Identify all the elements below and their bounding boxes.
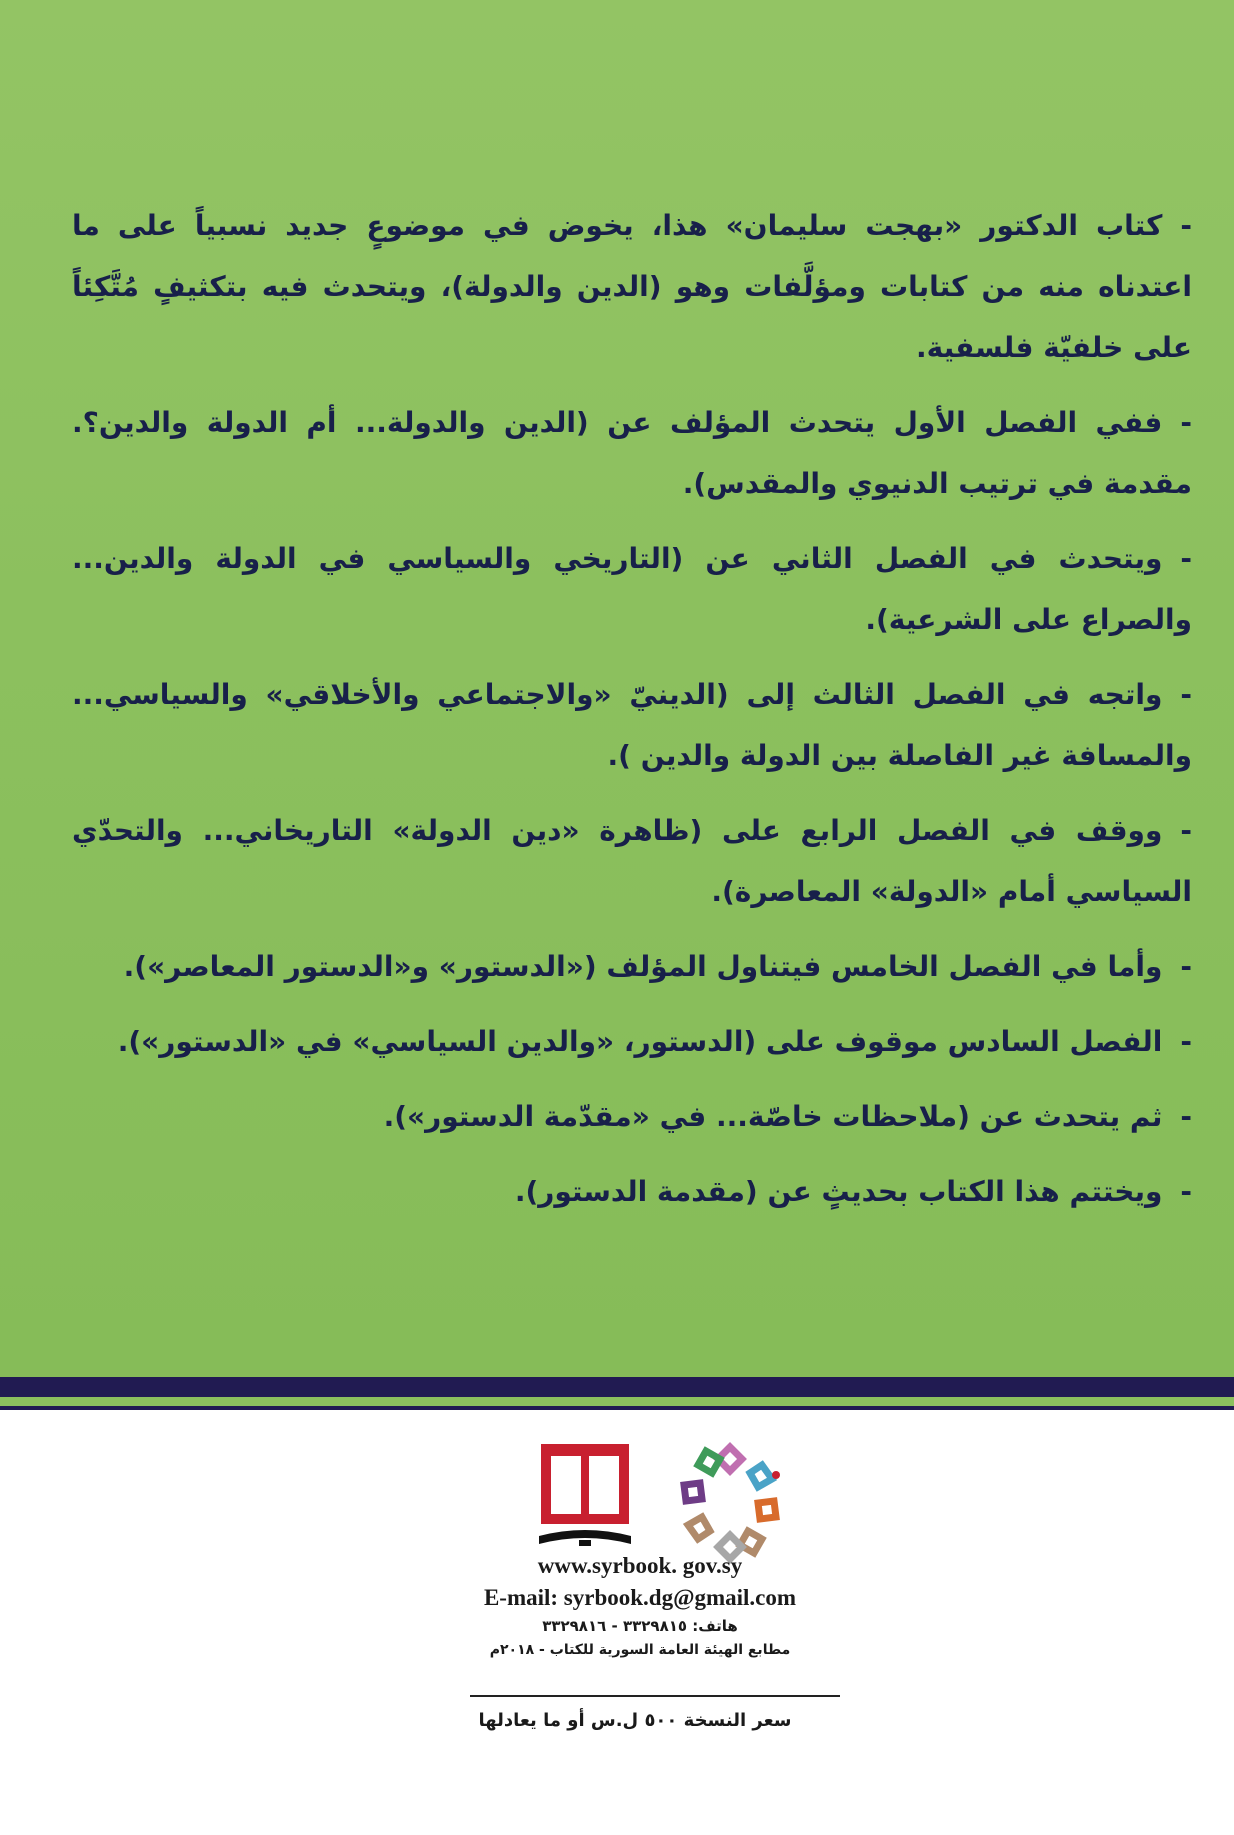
blurb-paragraph-3: -ويتحدث في الفصل الثاني عن (التاريخي والسياسي في الدولة والدين... والصراع على الشرعية).: [72, 542, 1192, 636]
printer-line: مطابع الهيئة العامة السورية للكتاب - ٢٠١٨م: [489, 1642, 791, 1658]
blurb-paragraph-7: -الفصل السادس موقوف على (الدستور، «والدين السياسي» في «الدستور»).: [117, 1025, 1192, 1058]
blurb-paragraph-1: -كتاب الدكتور «بهجت سليمان» هذا، يخوض في موضوعٍ جديد نسبياً على ما اعتدناه منه من كتابات ومؤلَّفات وهو (الدين والدولة)، ويتحدث فيه بتكثيفٍ مُتَّكِئاً على خلفيّة فلسفية.: [72, 209, 1192, 364]
blurb-paragraph-6: -وأما في الفصل الخامس فيتناول المؤلف («الدستور» و«الدستور المعاصر»).: [123, 950, 1192, 983]
blurb-paragraph-2: -ففي الفصل الأول يتحدث المؤلف عن (الدين والدولة... أم الدولة والدين؟. مقدمة في ترتيب الدنيوي والمقدس).: [72, 406, 1192, 500]
phone-line: هاتف: ٣٣٢٩٨١٥ - ٣٣٢٩٨١٦: [542, 1617, 738, 1635]
open-book-logo-icon: [535, 1440, 635, 1560]
blurb-paragraph-9: -ويختتم هذا الكتاب بحديثٍ عن (مقدمة الدستور).: [514, 1175, 1192, 1208]
blurb-paragraph-8: -ثم يتحدث عن (ملاحظات خاصّة... في «مقدّمة الدستور»).: [383, 1100, 1192, 1133]
email-link[interactable]: E-mail: syrbook.dg@gmail.com: [483, 1585, 797, 1610]
website-link[interactable]: www.syrbook. gov.sy: [537, 1553, 743, 1578]
green-rule: [0, 1397, 1234, 1406]
footer-divider: [470, 1695, 840, 1697]
navy-rule: [0, 1377, 1234, 1397]
blurb-paragraph-4: -واتجه في الفصل الثالث إلى (الدينيّ «والاجتماعي والأخلاقي» والسياسي... والمسافة غير الفاصلة بين الدولة والدين ).: [72, 678, 1192, 772]
blurb-text: [72, 195, 1192, 1236]
blurb-paragraph-5: -ووقف في الفصل الرابع على (ظاهرة «دين الدولة» التاريخاني... والتحدّي السياسي أمام «الدولة» المعاصرة).: [72, 814, 1192, 908]
footer: [0, 1410, 1234, 1835]
contact-info: [430, 1550, 850, 1662]
price-line: سعر النسخة ٥٠٠ ل.س أو ما يعادلها: [478, 1710, 792, 1731]
